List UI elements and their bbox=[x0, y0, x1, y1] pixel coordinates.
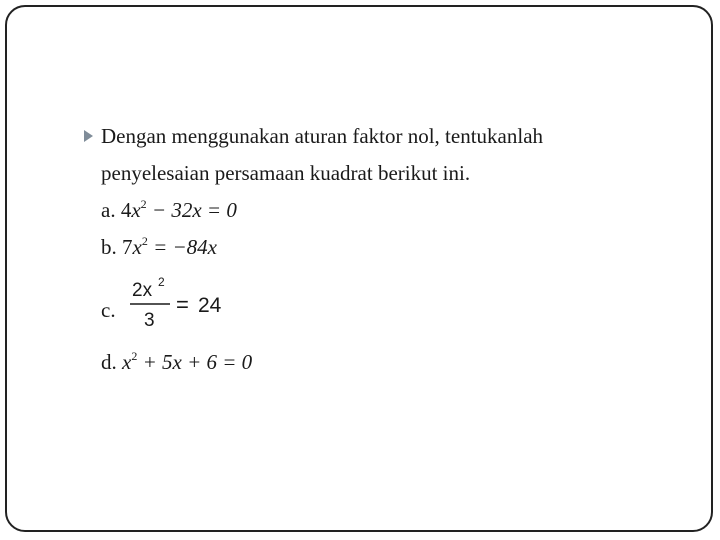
item-b-coef: 7 bbox=[122, 235, 133, 259]
item-c-equals: = bbox=[176, 292, 189, 317]
item-b-exp: 2 bbox=[141, 234, 148, 248]
item-c-label: c. bbox=[101, 298, 116, 322]
item-b-rest: = −84x bbox=[147, 235, 217, 259]
item-c-rhs: 24 bbox=[198, 294, 222, 317]
item-b-var: x bbox=[132, 235, 142, 259]
item-c-denominator: 3 bbox=[144, 310, 155, 331]
item-c-num-exp: 2 bbox=[158, 275, 165, 289]
intro-line-2: penyelesaian persamaan kuadrat berikut ini. bbox=[101, 161, 471, 185]
intro-line-1: Dengan menggunakan aturan faktor nol, tentukanlah bbox=[101, 124, 544, 148]
intro-paragraph bbox=[84, 118, 684, 192]
item-c-fraction-equation bbox=[126, 272, 236, 334]
item-a bbox=[84, 192, 684, 229]
item-d-rest: + 5x + 6 = 0 bbox=[137, 350, 253, 374]
item-a-exp: 2 bbox=[140, 197, 147, 211]
item-c bbox=[84, 272, 684, 342]
item-c-numerator: 2x bbox=[132, 280, 153, 301]
item-a-rest: − 32x = 0 bbox=[146, 198, 237, 222]
item-d-exp: 2 bbox=[131, 349, 138, 363]
item-a-var: x bbox=[131, 198, 141, 222]
item-a-coef: 4 bbox=[120, 198, 132, 222]
item-d-label: d. bbox=[101, 350, 117, 374]
item-d bbox=[84, 344, 684, 381]
item-b-label: b. bbox=[101, 235, 117, 259]
triangle-bullet-icon bbox=[84, 130, 93, 142]
item-d-var: x bbox=[122, 350, 132, 374]
item-a-label: a. bbox=[101, 198, 116, 222]
slide-content bbox=[84, 118, 684, 381]
item-b bbox=[84, 229, 684, 266]
